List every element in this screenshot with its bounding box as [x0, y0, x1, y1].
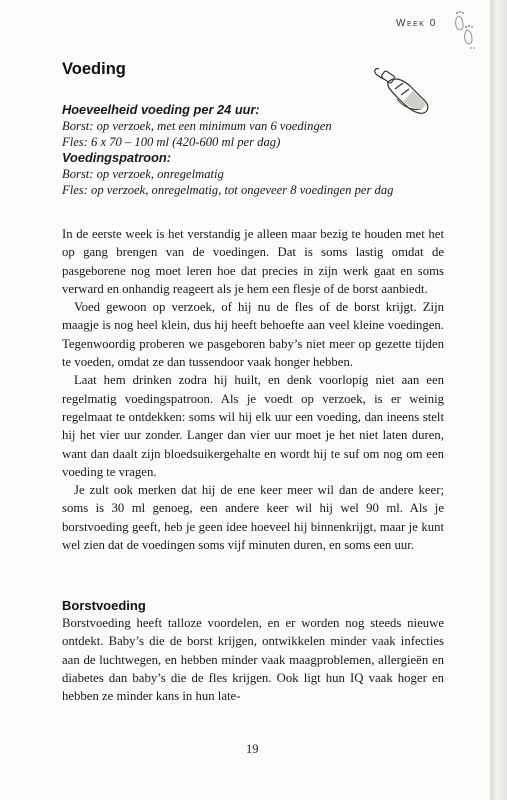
- section-title: Voeding: [62, 60, 126, 78]
- page-edge: [490, 0, 507, 800]
- info-line-breast-pattern: Borst: op verzoek, onregelmatig: [62, 167, 224, 181]
- info-line-bottle-amount: Fles: 6 x 70 – 100 ml (420-600 ml per dag): [62, 135, 281, 149]
- subsection-title: Borstvoeding: [62, 598, 146, 613]
- paragraph: Borstvoeding heeft talloze voordelen, en er worden nog steeds nieuwe ontdekt. Baby’s die de borst krijgen, ontwikkelen minder vaak infecties aan de luchtwegen, en hebben minder vaak maagproblemen, allergieën en diabetes dan baby’s die de fles krijgen. Ook ligt hun IQ vaak hoger en hebben ze minder kans in hun late-: [62, 616, 444, 704]
- paragraph: Laat hem drinken zodra hij huilt, en denk voorlopig niet aan een regelmatig voedingspatroon. Als je voedt op verzoek, is er weinig regelmaat te ontdekken: soms wil hij elk uur een voeding, dan ineens stelt hij het vier uur zonder. Langer dan vier uur moet je het niet laten duren, want dan daalt zijn bloedsuikergehalte en wordt hij te suf om nog om een voeding te vragen.: [62, 373, 444, 479]
- section-body: [62, 225, 444, 554]
- feeding-summary: [62, 102, 462, 198]
- paragraph: Voed gewoon op verzoek, of hij nu de fles of de borst krijgt. Zijn maagje is nog heel klein, dus hij heeft behoefte aan veel kleine voedingen. Tegenwoordig proberen we pasgeboren baby’s niet meer op gezette tijden te voeden, omdat ze dan tussendoor vaak honger hebben.: [62, 300, 444, 370]
- subsection-body: [62, 614, 444, 705]
- footprints-icon: [452, 8, 478, 50]
- info-line-breast-amount: Borst: op verzoek, met een minimum van 6 voedingen: [62, 119, 332, 133]
- paragraph: Je zult ook merken dat hij de ene keer meer wil dan de andere keer; soms is 30 ml genoeg, een andere keer wil hij wel 90 ml. Als je borstvoeding geeft, heb je geen idee hoeveel hij binnenkrijgt, maar je kunt wel zien dat de voedingen soms vijf minuten duren, en soms een uur.: [62, 483, 444, 553]
- subhead-pattern: Voedingspatroon:: [62, 150, 172, 165]
- week-label: Week 0: [396, 18, 437, 29]
- page-number: 19: [246, 742, 259, 756]
- subhead-amount: Hoeveelheid voeding per 24 uur:: [62, 102, 260, 117]
- paragraph: In de eerste week is het verstandig je alleen maar bezig te houden met het op gang brengen van de voedingen. Dat is soms lastig omdat de pasgeborene nog moet leren hoe dat precies in zijn werk gaat en soms verward en onhandig reageert als je hem een flesje of de borst aanbiedt.: [62, 227, 444, 296]
- info-line-bottle-pattern: Fles: op verzoek, onregelmatig, tot ongeveer 8 voedingen per dag: [62, 183, 394, 197]
